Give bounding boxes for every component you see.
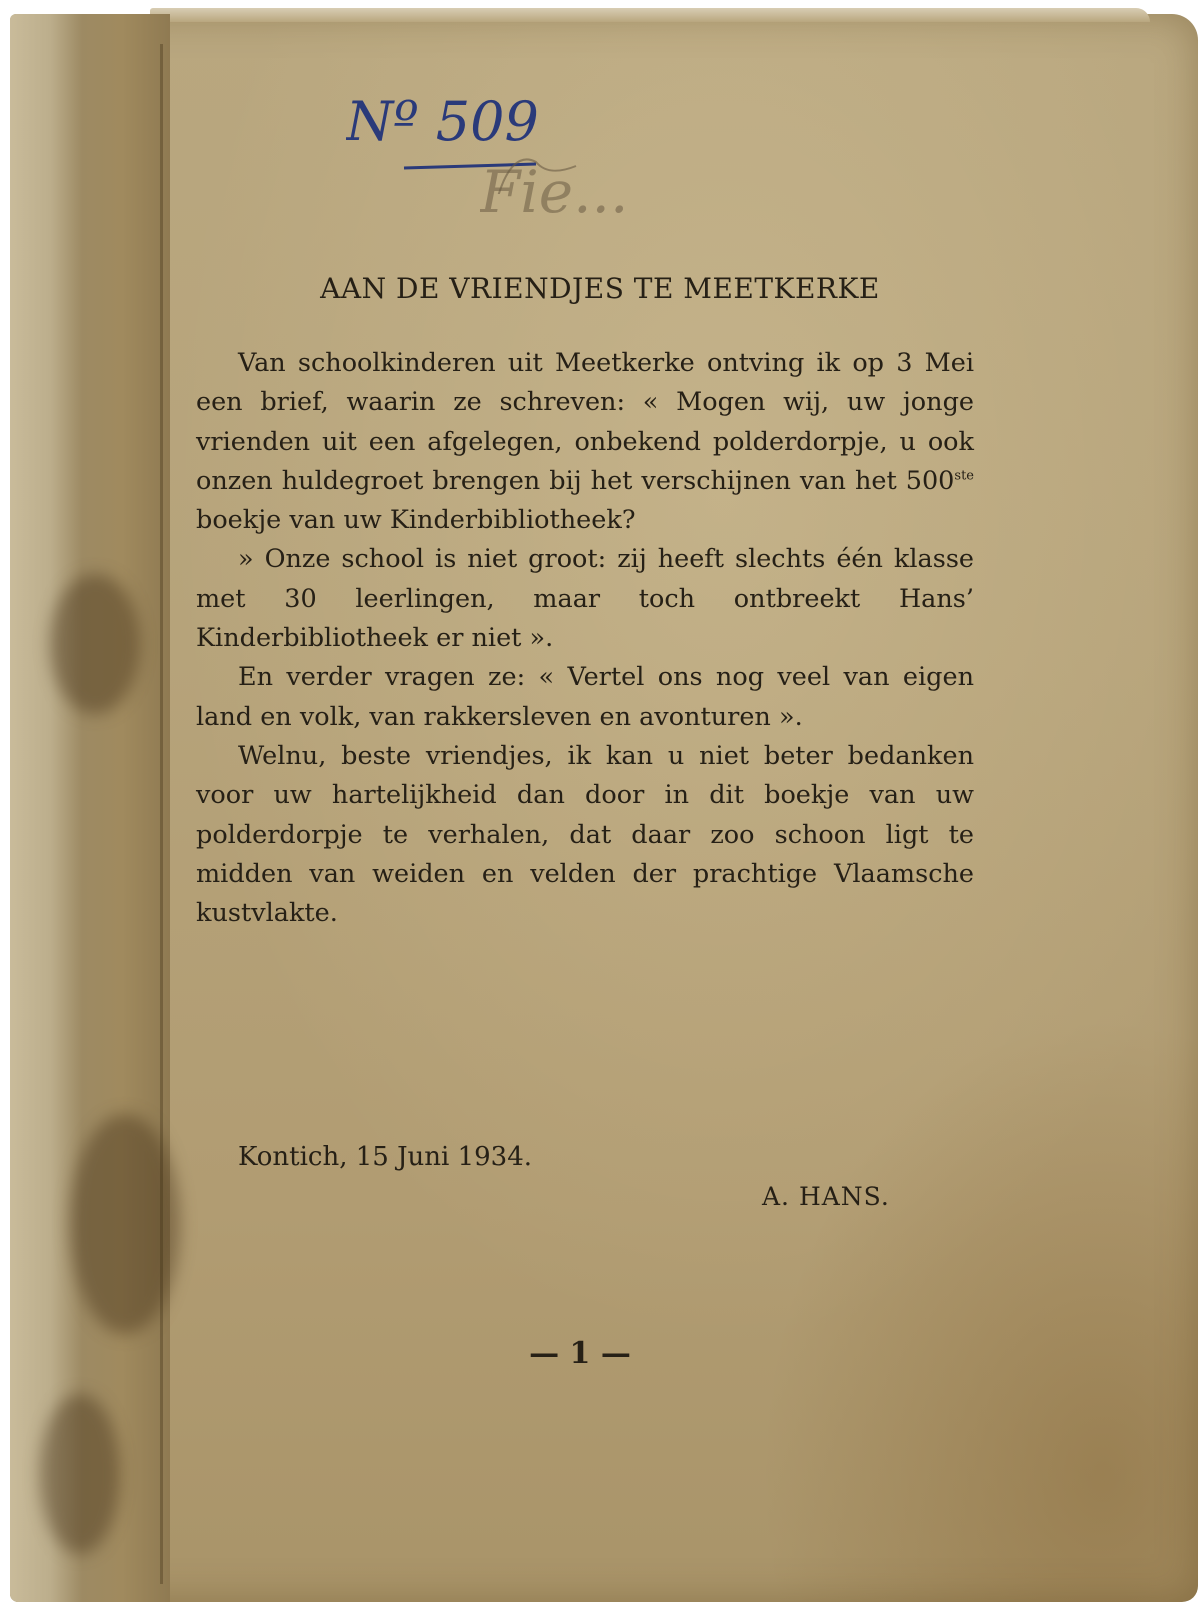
page-top-edge xyxy=(150,8,1150,22)
page-number: — 1 — xyxy=(529,1336,631,1371)
paragraph: » Onze school is niet groot: zij heeft slechts één klasse met 30 leerlingen, maar toch ontbreekt Hans’ Kinderbibliotheek er niet ». xyxy=(196,544,974,654)
paragraph-text: Van schoolkinderen uit Meetkerke ontving ik op 3 Mei een brief, waarin ze schreven: « Mogen wij, uw jonge vrienden uit een afgelegen, onbekend polderdorpje, u ook onzen huldegroet brengen bij het verschijnen van het 500 xyxy=(196,348,974,496)
place-date: Kontich, 15 Juni 1934. xyxy=(238,1142,532,1172)
spine-fold-line xyxy=(160,44,163,1584)
book-page xyxy=(10,14,1198,1602)
superscript-ste: ste xyxy=(954,468,974,484)
page-title: AAN DE VRIENDJES TE MEETKERKE xyxy=(320,272,880,305)
letter-body xyxy=(196,344,974,933)
spine-stain xyxy=(40,1394,120,1554)
paragraph: Welnu, beste vriendjes, ik kan u niet beter bedanken voor uw hartelijkheid dan door in dit boekje van uw polderdorpje te verhalen, dat daar zoo schoon ligt te midden van weiden en velden der prachtige Vlaamsche kustvlakte. xyxy=(196,740,974,929)
handwritten-number-text: Nº 509 xyxy=(346,90,539,153)
paragraph xyxy=(196,344,974,540)
pencil-scribble-text: Fie... xyxy=(480,158,629,226)
book-spine xyxy=(10,14,170,1602)
paragraph-text: boekje van uw Kinderbibliotheek? xyxy=(196,505,636,536)
spine-stain xyxy=(50,574,140,714)
spine-stain xyxy=(70,1114,180,1334)
pencil-scribble-image xyxy=(480,142,910,252)
author-signature: A. HANS. xyxy=(762,1182,890,1211)
paragraph: En verder vragen ze: « Vertel ons nog veel van eigen land en volk, van rakkersleven en avonturen ». xyxy=(196,662,974,732)
